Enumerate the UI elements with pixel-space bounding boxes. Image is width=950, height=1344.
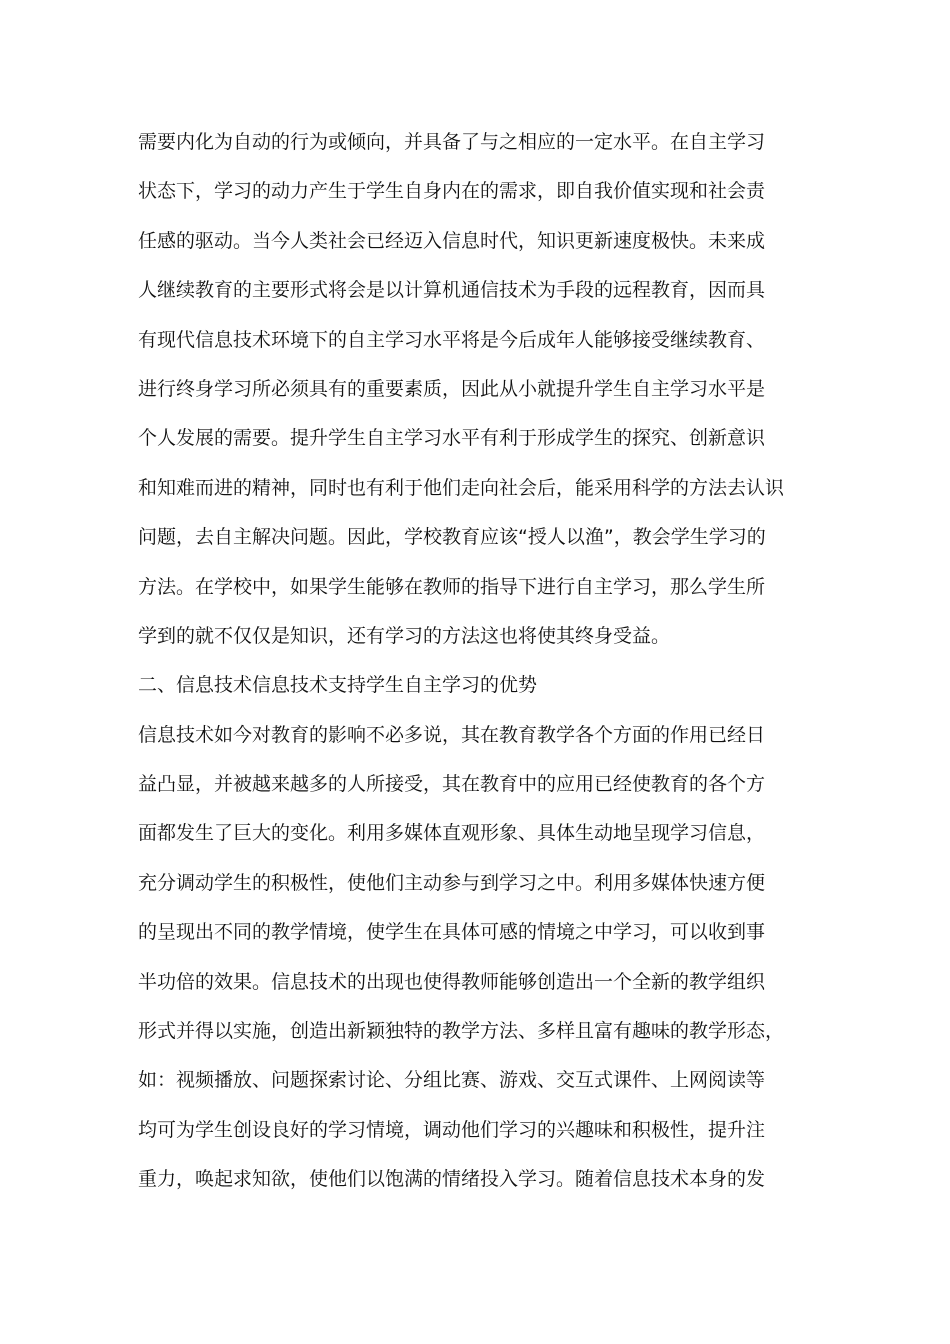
text-line: 个人发展的需要。提升学生自主学习水平有利于形成学生的探究、创新意识 [138, 427, 766, 450]
section-heading: 二、信息技术信息技术支持学生自主学习的优势 [138, 674, 538, 697]
text-line: 需要内化为自动的行为或倾向，并具备了与之相应的一定水平。在自主学习 [138, 131, 766, 153]
text-line: 充分调动学生的积极性，使他们主动参与到学习之中。利用多媒体快速方便 [138, 871, 766, 894]
text-line: 重力，唤起求知欲，使他们以饱满的情绪投入学习。随着信息技术本身的发 [138, 1168, 766, 1191]
text-line: 形式并得以实施，创造出新颖独特的教学方法、多样且富有趣味的教学形态， [138, 1020, 785, 1043]
text-line: 人继续教育的主要形式将会是以计算机通信技术为手段的远程教育，因而具 [138, 279, 766, 302]
text-line: 均可为学生创设良好的学习情境，调动他们学习的兴趣味和积极性，提升注 [138, 1118, 766, 1141]
text-line: 进行终身学习所必须具有的重要素质，因此从小就提升学生自主学习水平是 [138, 377, 766, 400]
body-text [138, 124, 838, 1211]
text-line: 方法。在学校中，如果学生能够在教师的指导下进行自主学习，那么学生所 [138, 575, 766, 598]
text-line: 状态下，学习的动力产生于学生自身内在的需求，即自我价值实现和社会责 [138, 180, 766, 203]
text-line: 益凸显，并被越来越多的人所接受，其在教育中的应用已经使教育的各个方 [138, 773, 766, 796]
text-line: 信息技术如今对教育的影响不必多说，其在教育教学各个方面的作用已经日 [138, 723, 766, 746]
text-line: 学到的就不仅仅是知识，还有学习的方法这也将使其终身受益。 [138, 624, 671, 647]
text-line: 半功倍的效果。信息技术的出现也使得教师能够创造出一个全新的教学组织 [138, 970, 766, 993]
text-line: 面都发生了巨大的变化。利用多媒体直观形象、具体生动地呈现学习信息， [138, 822, 766, 845]
text-line: 有现代信息技术环境下的自主学习水平将是今后成年人能够接受继续教育、 [138, 328, 766, 351]
text-line: 和知难而进的精神，同时也有利于他们走向社会后，能采用科学的方法去认识 [138, 476, 785, 499]
text-line: 任感的驱动。当今人类社会已经迈入信息时代，知识更新速度极快。未来成 [138, 229, 766, 252]
text-line: 问题，去自主解决问题。因此，学校教育应该“授人以渔”，教会学生学习的 [138, 526, 766, 549]
text-line: 的呈现出不同的教学情境，使学生在具体可感的情境之中学习，可以收到事 [138, 921, 766, 944]
text-line: 如：视频播放、问题探索讨论、分组比赛、游戏、交互式课件、上网阅读等 [138, 1069, 766, 1092]
